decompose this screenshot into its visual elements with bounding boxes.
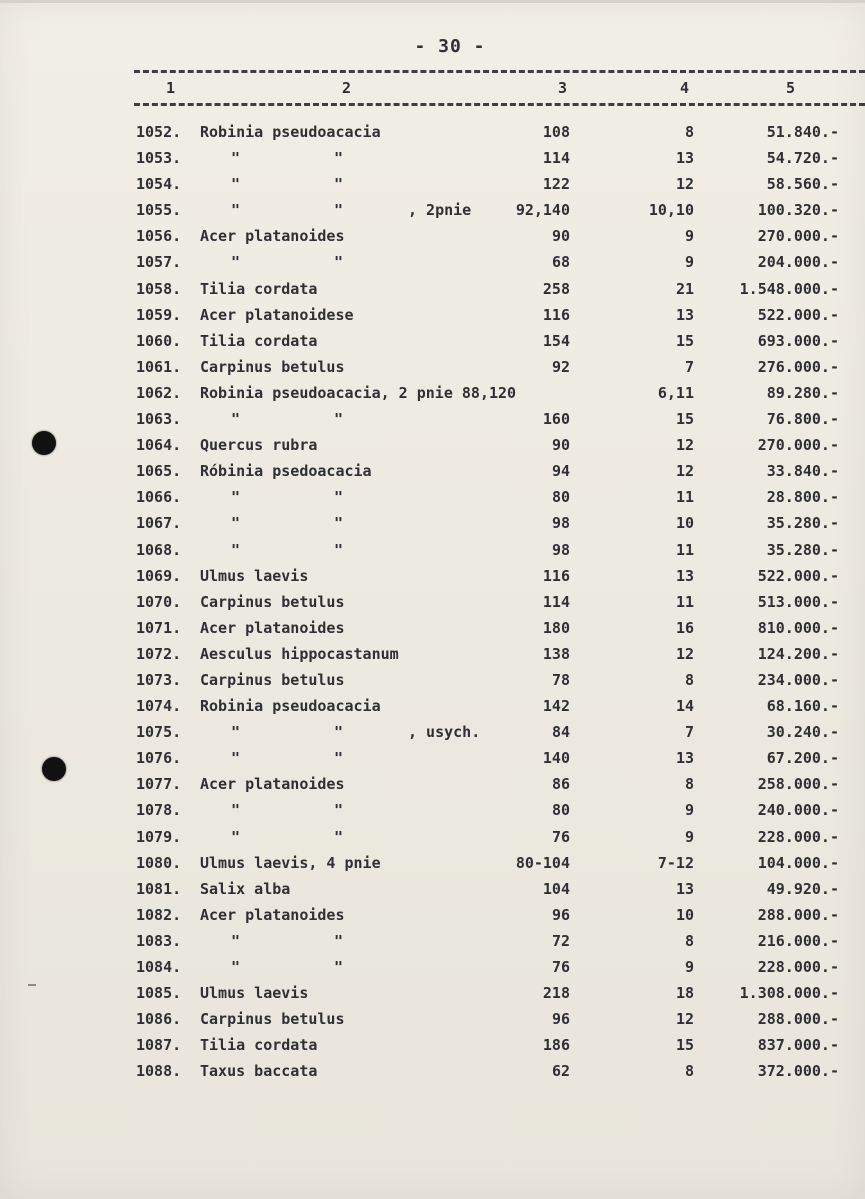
- ditto-mark: ": [231, 410, 241, 429]
- trunk-circumference: 76: [551, 958, 570, 976]
- ditto-mark: ": [334, 410, 344, 429]
- trunk-circumference: 186: [542, 1036, 570, 1055]
- table-row: [0, 434, 865, 460]
- row-number: 1058.: [136, 279, 182, 298]
- row-number: 1065.: [136, 462, 182, 481]
- tree-height: 8: [684, 670, 694, 689]
- species-name: Tilia cordata: [200, 279, 318, 298]
- tree-height: 9: [684, 827, 694, 846]
- ditto-mark: ": [231, 749, 241, 768]
- trunk-circumference: 218: [542, 984, 570, 1003]
- table-row: [0, 304, 865, 330]
- tree-value: 89.280.-: [766, 383, 839, 402]
- tree-height: 12: [675, 1010, 694, 1029]
- table-row: [0, 408, 865, 434]
- row-number: 1056.: [136, 227, 182, 246]
- tree-value: 288.000.-: [757, 1010, 839, 1029]
- tree-value: 1.548.000.-: [739, 279, 839, 298]
- page-top-edge: [0, 0, 865, 3]
- table-row: [0, 278, 865, 304]
- ditto-mark: ": [334, 149, 344, 168]
- tree-height: 13: [675, 149, 694, 168]
- tree-height: 21: [675, 279, 694, 298]
- row-number: 1060.: [136, 331, 182, 350]
- row-number: 1077.: [136, 775, 182, 794]
- table-row: [0, 852, 865, 878]
- trunk-circumference: 114: [542, 149, 570, 168]
- tree-height: 11: [675, 540, 694, 559]
- table-row: [0, 721, 865, 747]
- species-name: Carpinus betulus: [200, 357, 345, 376]
- row-number: 1062.: [136, 383, 182, 402]
- tree-value: 228.000.-: [757, 958, 839, 976]
- trunk-circumference: 114: [542, 592, 570, 611]
- tree-value: 522.000.-: [757, 305, 839, 324]
- trunk-circumference: 104: [542, 879, 570, 898]
- tree-height: 13: [675, 566, 694, 585]
- table-row: [0, 1060, 865, 1086]
- table-row: [0, 695, 865, 721]
- tree-value: 270.000.-: [757, 436, 839, 455]
- row-number: 1079.: [136, 827, 182, 846]
- tree-height: 9: [684, 801, 694, 820]
- tree-height: 7-12: [657, 853, 694, 872]
- ditto-mark: ": [334, 175, 344, 194]
- trunk-circumference: 98: [551, 540, 570, 559]
- tree-height: 16: [675, 618, 694, 637]
- trunk-circumference: 92: [551, 357, 570, 376]
- row-number: 1074.: [136, 697, 182, 716]
- species-name: Carpinus betulus: [200, 592, 345, 611]
- ditto-mark: ": [231, 540, 241, 559]
- tree-height: 12: [675, 436, 694, 455]
- tree-value: 51.840.-: [766, 123, 839, 141]
- trunk-circumference: 94: [551, 462, 570, 481]
- tree-value: 258.000.-: [757, 775, 839, 794]
- tree-value: 216.000.-: [757, 931, 839, 950]
- row-number: 1073.: [136, 670, 182, 689]
- ditto-mark: ": [334, 253, 344, 272]
- table-row: [0, 878, 865, 904]
- tree-value: 234.000.-: [757, 670, 839, 689]
- column-header-3: 3: [558, 79, 568, 97]
- tree-value: 522.000.-: [757, 566, 839, 585]
- tree-value: 276.000.-: [757, 357, 839, 376]
- tree-value: 100.320.-: [757, 201, 839, 220]
- tree-value: 1.308.000.-: [739, 984, 839, 1003]
- tree-height: 12: [675, 644, 694, 663]
- ditto-mark: ": [231, 827, 241, 846]
- species-name: Robinia pseudoacacia: [200, 123, 381, 141]
- tree-value: 33.840.-: [766, 462, 839, 481]
- table-row: [0, 565, 865, 591]
- tree-height: 13: [675, 879, 694, 898]
- table-row: [0, 512, 865, 538]
- row-number: 1082.: [136, 905, 182, 924]
- row-number: 1069.: [136, 566, 182, 585]
- species-name: Robinia pseudoacacia: [200, 697, 381, 716]
- ditto-mark: ": [334, 801, 344, 820]
- tree-height: 7: [684, 357, 694, 376]
- paper-mark: [28, 984, 36, 986]
- table-row: [0, 591, 865, 617]
- row-number: 1075.: [136, 723, 182, 742]
- table-row: [0, 982, 865, 1008]
- row-number: 1059.: [136, 305, 182, 324]
- species-name: Salix alba: [200, 879, 291, 898]
- table-row: [0, 617, 865, 643]
- table-row: [0, 956, 865, 982]
- table-row: [0, 330, 865, 356]
- tree-value: 35.280.-: [766, 514, 839, 533]
- table-row: [0, 486, 865, 512]
- tree-height: 11: [675, 592, 694, 611]
- tree-value: 49.920.-: [766, 879, 839, 898]
- tree-height: 8: [684, 775, 694, 794]
- tree-value: 30.240.-: [766, 723, 839, 742]
- table-row: [0, 251, 865, 277]
- tree-height: 12: [675, 175, 694, 194]
- ditto-mark: ": [334, 201, 344, 220]
- tree-value: 104.000.-: [757, 853, 839, 872]
- tree-height: 8: [684, 931, 694, 950]
- header-top-rule: [134, 70, 865, 73]
- tree-value: 837.000.-: [757, 1036, 839, 1055]
- tree-height: 12: [675, 462, 694, 481]
- table-row: [0, 799, 865, 825]
- trunk-circumference: 180: [542, 618, 570, 637]
- row-number: 1086.: [136, 1010, 182, 1029]
- tree-height: 9: [684, 227, 694, 246]
- trunk-circumference: 142: [542, 697, 570, 716]
- ditto-mark: ": [231, 253, 241, 272]
- tree-value: 124.200.-: [757, 644, 839, 663]
- column-header-2: 2: [342, 79, 352, 97]
- species-name: Acer platanoides: [200, 227, 345, 246]
- tree-value: 240.000.-: [757, 801, 839, 820]
- trunk-circumference: 116: [542, 305, 570, 324]
- trunk-circumference: 86: [551, 775, 570, 794]
- ditto-mark: ": [334, 931, 344, 950]
- row-number: 1083.: [136, 931, 182, 950]
- header-bottom-rule: [134, 103, 865, 106]
- tree-height: 14: [675, 697, 694, 716]
- row-number: 1080.: [136, 853, 182, 872]
- tree-value: 67.200.-: [766, 749, 839, 768]
- column-header-5: 5: [786, 79, 796, 97]
- table-row: [0, 747, 865, 773]
- table-row: [0, 460, 865, 486]
- page-number: - 30 -: [414, 36, 486, 57]
- species-name: Acer platanoides: [200, 905, 345, 924]
- tree-value: 54.720.-: [766, 149, 839, 168]
- species-name: Quercus rubra: [200, 436, 318, 455]
- species-name: Carpinus betulus: [200, 1010, 345, 1029]
- row-number: 1087.: [136, 1036, 182, 1055]
- tree-height: 7: [684, 723, 694, 742]
- trunk-circumference: 140: [542, 749, 570, 768]
- ditto-mark: ": [231, 931, 241, 950]
- species-name: Ulmus laevis: [200, 566, 309, 585]
- tree-value: 810.000.-: [757, 618, 839, 637]
- trunk-circumference: 72: [551, 931, 570, 950]
- trunk-circumference: 258: [542, 279, 570, 298]
- ditto-mark: ": [334, 488, 344, 507]
- table-row: [0, 773, 865, 799]
- row-number: 1054.: [136, 175, 182, 194]
- ditto-mark: ": [231, 723, 241, 742]
- trunk-circumference: 138: [542, 644, 570, 663]
- species-name: Ulmus laevis: [200, 984, 309, 1003]
- row-number: 1068.: [136, 540, 182, 559]
- table-row: [0, 173, 865, 199]
- column-header-4: 4: [680, 79, 690, 97]
- species-name: Róbinia psedoacacia: [200, 462, 372, 481]
- species-name: Acer platanoidese: [200, 305, 354, 324]
- row-number: 1071.: [136, 618, 182, 637]
- species-name: Robinia pseudoacacia, 2 pnie 88,120: [200, 383, 517, 402]
- tree-height: 8: [684, 1062, 694, 1081]
- tree-value: 204.000.-: [757, 253, 839, 272]
- row-number: 1055.: [136, 201, 182, 220]
- table-row: [0, 225, 865, 251]
- table-row: [0, 147, 865, 173]
- trunk-circumference: 96: [551, 1010, 570, 1029]
- tree-height: 10: [675, 514, 694, 533]
- species-name: Tilia cordata: [200, 1036, 318, 1055]
- ditto-mark: ": [231, 488, 241, 507]
- tree-height: 13: [675, 749, 694, 768]
- tree-value: 35.280.-: [766, 540, 839, 559]
- tree-height: 15: [675, 331, 694, 350]
- tree-value: 270.000.-: [757, 227, 839, 246]
- row-number: 1067.: [136, 514, 182, 533]
- table-row: [0, 121, 865, 147]
- trunk-circumference: 62: [551, 1062, 570, 1081]
- trunk-circumference: 98: [551, 514, 570, 533]
- tree-value: 228.000.-: [757, 827, 839, 846]
- row-number: 1088.: [136, 1062, 182, 1081]
- row-number: 1064.: [136, 436, 182, 455]
- tree-value: 28.800.-: [766, 488, 839, 507]
- row-number: 1063.: [136, 410, 182, 429]
- tree-value: 76.800.-: [766, 410, 839, 429]
- punch-hole: [42, 757, 66, 781]
- tree-value: 68.160.-: [766, 697, 839, 716]
- table-row: [0, 199, 865, 225]
- tree-height: 15: [675, 1036, 694, 1055]
- table-row: [0, 356, 865, 382]
- species-name: Taxus baccata: [200, 1062, 318, 1081]
- species-name: Acer platanoides: [200, 775, 345, 794]
- ditto-mark: ": [231, 801, 241, 820]
- ditto-mark: ": [231, 958, 241, 976]
- trunk-circumference: 96: [551, 905, 570, 924]
- species-name: Ulmus laevis, 4 pnie: [200, 853, 381, 872]
- tree-height: 18: [675, 984, 694, 1003]
- tree-height: 13: [675, 305, 694, 324]
- tree-value: 513.000.-: [757, 592, 839, 611]
- species-name: Carpinus betulus: [200, 670, 345, 689]
- tree-table: [0, 121, 865, 1086]
- table-row: [0, 904, 865, 930]
- row-number: 1084.: [136, 958, 182, 976]
- row-note: , usych.: [408, 723, 481, 742]
- row-number: 1078.: [136, 801, 182, 820]
- row-number: 1061.: [136, 357, 182, 376]
- tree-value: 288.000.-: [757, 905, 839, 924]
- trunk-circumference: 160: [542, 410, 570, 429]
- row-number: 1052.: [136, 123, 182, 141]
- species-name: Acer platanoides: [200, 618, 345, 637]
- ditto-mark: ": [334, 958, 344, 976]
- table-row: [0, 643, 865, 669]
- table-row: [0, 930, 865, 956]
- trunk-circumference: 78: [551, 670, 570, 689]
- tree-height: 9: [684, 253, 694, 272]
- trunk-circumference: 68: [551, 253, 570, 272]
- trunk-circumference: 92,140: [515, 201, 570, 220]
- tree-height: 15: [675, 410, 694, 429]
- ditto-mark: ": [231, 514, 241, 533]
- table-row: [0, 539, 865, 565]
- column-header-1: 1: [166, 79, 176, 97]
- tree-height: 11: [675, 488, 694, 507]
- table-row: [0, 1034, 865, 1060]
- row-number: 1076.: [136, 749, 182, 768]
- ditto-mark: ": [231, 149, 241, 168]
- trunk-circumference: 90: [551, 436, 570, 455]
- tree-value: 58.560.-: [766, 175, 839, 194]
- ditto-mark: ": [334, 514, 344, 533]
- trunk-circumference: 76: [551, 827, 570, 846]
- species-name: Tilia cordata: [200, 331, 318, 350]
- trunk-circumference: 80: [551, 488, 570, 507]
- tree-height: 10: [675, 905, 694, 924]
- trunk-circumference: 84: [551, 723, 570, 742]
- row-number: 1053.: [136, 149, 182, 168]
- species-name: Aesculus hippocastanum: [200, 644, 399, 663]
- ditto-mark: ": [334, 723, 344, 742]
- tree-height: 9: [684, 958, 694, 976]
- trunk-circumference: 108: [542, 123, 570, 141]
- tree-height: 6,11: [657, 383, 694, 402]
- row-number: 1085.: [136, 984, 182, 1003]
- punch-hole: [32, 431, 56, 455]
- tree-height: 8: [684, 123, 694, 141]
- row-number: 1081.: [136, 879, 182, 898]
- row-note: , 2pnie: [408, 201, 472, 220]
- tree-value: 372.000.-: [757, 1062, 839, 1081]
- trunk-circumference: 154: [542, 331, 570, 350]
- ditto-mark: ": [334, 827, 344, 846]
- ditto-mark: ": [334, 540, 344, 559]
- trunk-circumference: 80-104: [515, 853, 570, 872]
- trunk-circumference: 90: [551, 227, 570, 246]
- table-row: [0, 669, 865, 695]
- table-row: [0, 1008, 865, 1034]
- trunk-circumference: 116: [542, 566, 570, 585]
- table-row: [0, 382, 865, 408]
- row-number: 1072.: [136, 644, 182, 663]
- table-row: [0, 826, 865, 852]
- ditto-mark: ": [231, 175, 241, 194]
- ditto-mark: ": [334, 749, 344, 768]
- ditto-mark: ": [231, 201, 241, 220]
- trunk-circumference: 80: [551, 801, 570, 820]
- tree-value: 693.000.-: [757, 331, 839, 350]
- row-number: 1070.: [136, 592, 182, 611]
- tree-height: 10,10: [648, 201, 694, 220]
- row-number: 1066.: [136, 488, 182, 507]
- trunk-circumference: 122: [542, 175, 570, 194]
- row-number: 1057.: [136, 253, 182, 272]
